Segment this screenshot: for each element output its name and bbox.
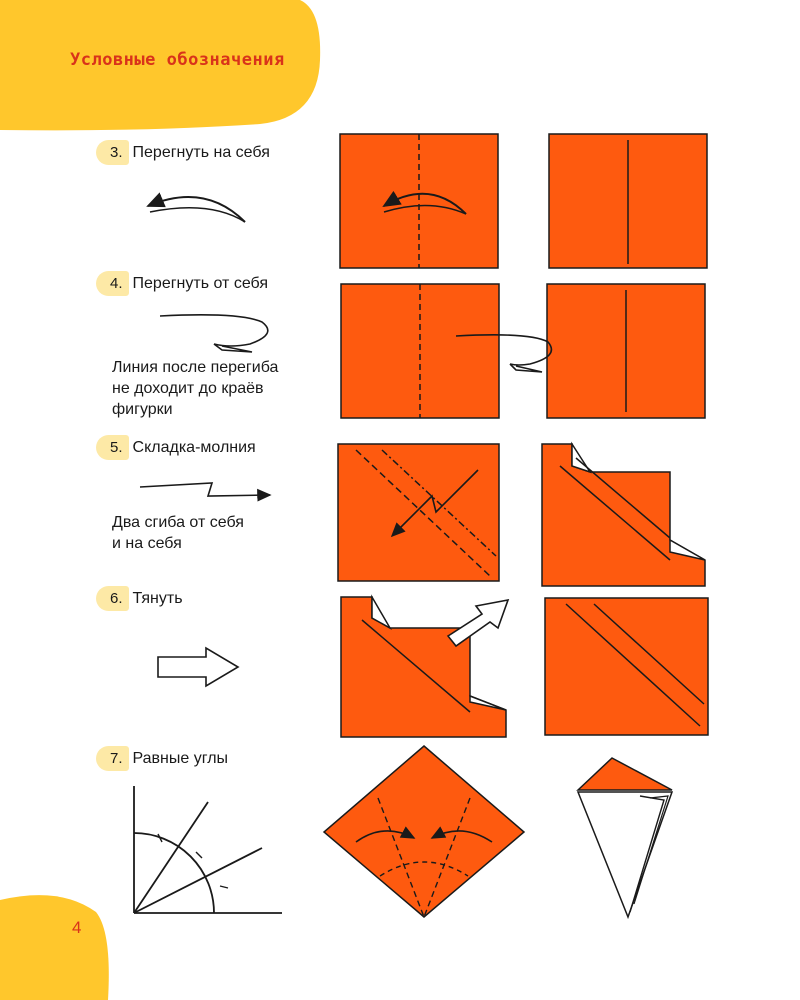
step-6-square-after	[545, 598, 708, 735]
step-number: 3.	[96, 140, 129, 165]
step-title: Перегнуть на себя	[132, 143, 270, 161]
zigzag-fold-symbol	[140, 483, 270, 496]
pull-arrow-symbol	[158, 648, 238, 686]
step-number: 5.	[96, 435, 129, 460]
note-line: не доходит до краёв	[112, 380, 264, 397]
mountain-fold-symbol	[160, 315, 268, 352]
note-line: Линия после перегиба	[112, 359, 279, 376]
step-title: Равные углы	[132, 749, 229, 767]
step-title: Тянуть	[132, 589, 183, 607]
step-number: 4.	[96, 271, 129, 296]
page-title: Условные обозначения	[70, 50, 285, 70]
step-4-square-before	[341, 284, 499, 418]
note-line: и на себя	[112, 535, 182, 552]
step-4-square-after	[547, 284, 705, 418]
step-number: 7.	[96, 746, 129, 771]
valley-fold-symbol	[148, 197, 245, 222]
step-5-square-after	[542, 444, 705, 586]
step-3-square-after	[549, 134, 707, 268]
note-line: фигурки	[112, 401, 173, 418]
step-number: 6.	[96, 586, 129, 611]
step-title: Складка-молния	[132, 438, 256, 456]
step-title: Перегнуть от себя	[132, 274, 269, 292]
page-number: 4	[72, 918, 82, 937]
step-5-square-before	[338, 444, 499, 581]
step-6-square-before	[341, 597, 508, 737]
equal-angles-symbol	[134, 786, 282, 913]
step-3-square-before	[340, 134, 498, 268]
step-7-diamond	[324, 746, 524, 917]
note-line: Два сгиба от себя	[112, 514, 244, 531]
step-7-cone	[578, 758, 672, 917]
